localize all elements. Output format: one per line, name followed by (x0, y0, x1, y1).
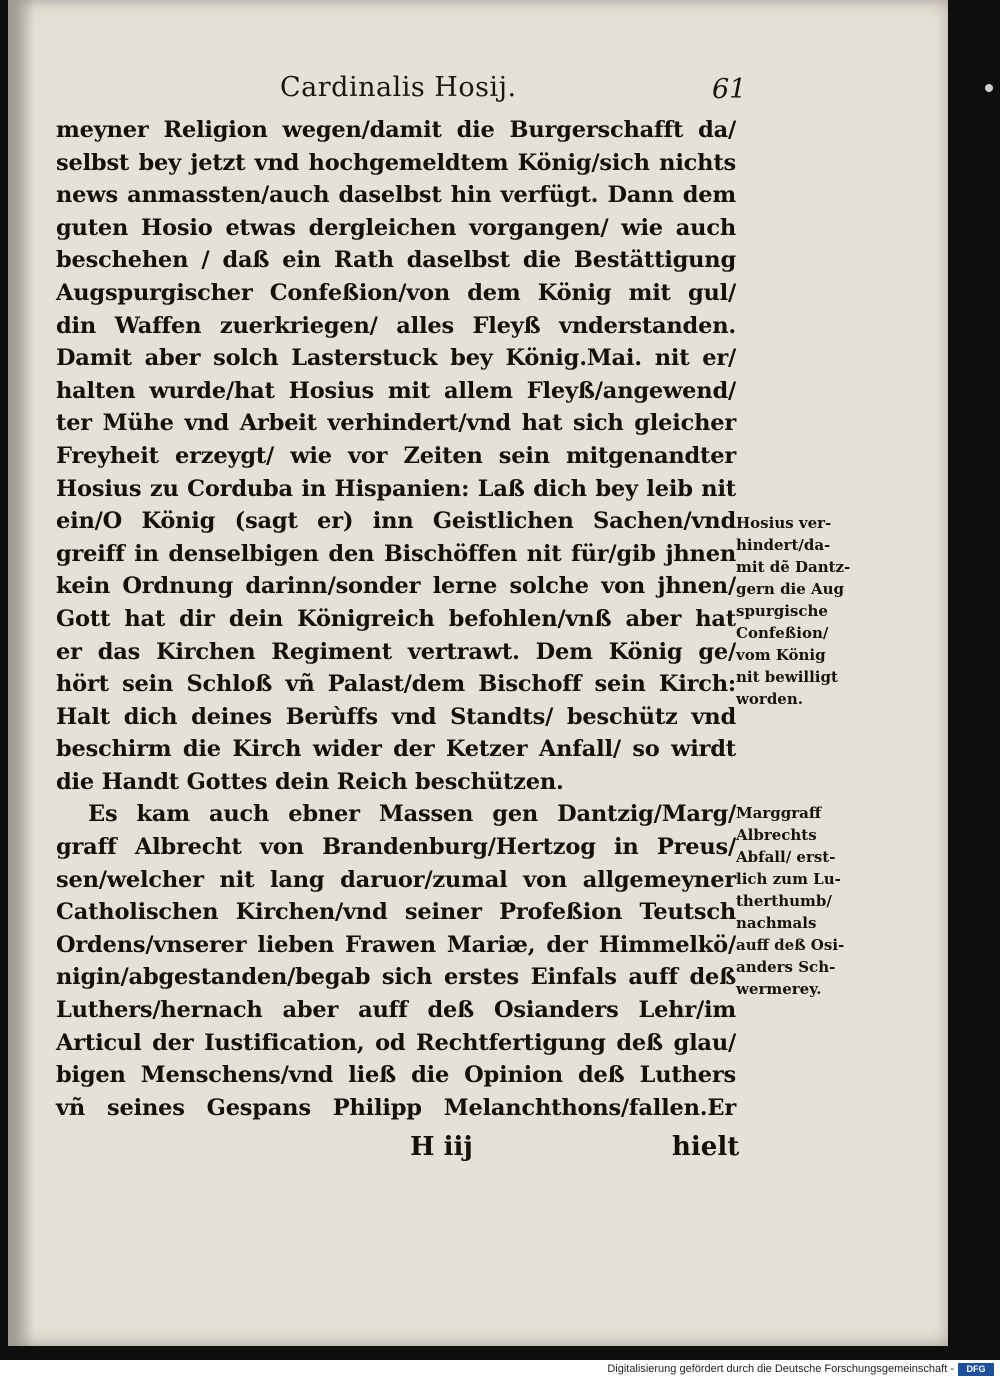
text-line: greiff in denselbigen den Bischöffen nit für/gib jhnen (56, 540, 736, 567)
page-number: 61 (712, 74, 747, 105)
text-line: die Handt Gottes dein Reich beschützen. (56, 768, 564, 795)
text-line: Ordens/vnserer lieben Frawen Mariæ, der Himmelkö/ (56, 931, 736, 958)
text-line: selbst bey jetzt vnd hochgemeldtem König/sich nichts (56, 149, 736, 176)
text-line: news anmassten/auch daselbst hin verfügt. Dann dem (56, 182, 736, 209)
text-line: ein/O König (sagt er) inn Geistlichen Sachen/vnd (56, 508, 736, 535)
margin-note-marggraff (736, 802, 848, 1000)
margin-note-line: gern die Aug (736, 580, 845, 598)
margin-note-line: anders Sch- (736, 958, 836, 976)
margin-note-line: therthumb/ (736, 892, 832, 910)
margin-note-line: Marggraff (736, 804, 822, 822)
page-header (8, 70, 948, 110)
margin-note-line: worden. (736, 690, 803, 708)
text-line: guten Hosio etwas dergleichen vorgangen/ wie auch (56, 214, 736, 241)
text-line: beschehen / daß ein Rath daselbst die Bestättigung (56, 247, 736, 274)
text-line: halten wurde/hat Hosius mit allem Fleyß/angewend/ (56, 377, 736, 404)
margin-note-line: mit dẽ Dantz- (736, 558, 851, 576)
page-footer (8, 1132, 948, 1172)
text-line: beschirm die Kirch wider der Ketzer Anfall/ so wirdt (56, 736, 736, 763)
margin-note-line: nit bewilligt (736, 668, 838, 686)
text-line: ter Mühe vnd Arbeit verhindert/vnd hat sich gleicher (56, 410, 736, 437)
text-line: Gott hat dir dein Königreich befohlen/vnß aber hat (56, 605, 736, 632)
margin-note-line: wermerey. (736, 980, 822, 998)
credit-text: Digitalisierung gefördert durch die Deutsche Forschungsgemeinschaft - (607, 1363, 954, 1375)
scan-marker-dot (985, 84, 993, 92)
dfg-logo: DFG (958, 1363, 994, 1376)
text-line: bigen Menschens/vnd ließ die Opinion deß Luthers (56, 1062, 736, 1089)
text-line: Articul der Iustification, od Rechtfertigung deß glau/ (56, 1029, 736, 1056)
text-line: din Waffen zuerkriegen/ alles Fleyß vnderstanden. (56, 312, 736, 339)
margin-note-line: hindert/da- (736, 536, 831, 554)
margin-note-line: Abfall/ erst- (736, 848, 836, 866)
margin-note-line: auff deß Osi- (736, 936, 845, 954)
signature-mark: H iij (410, 1132, 473, 1162)
text-line: er das Kirchen Regiment vertrawt. Dem König ge/ (56, 638, 736, 665)
text-line: nigin/abgestanden/begab sich erstes Einfals auff deß (56, 964, 736, 991)
text-line: graff Albrecht von Brandenburg/Hertzog in Preus/ (56, 834, 736, 861)
credit-bar (0, 1360, 1000, 1380)
text-line: hört sein Schloß vñ Palast/dem Bischoff sein Kirch: (56, 671, 736, 698)
margin-note-line: Albrechts (736, 826, 817, 844)
text-line: Luthers/hernach aber auff deß Osianders Lehr/im (56, 997, 736, 1024)
margin-note-line: lich zum Lu- (736, 870, 841, 888)
margin-note-line: Hosius ver- (736, 514, 832, 532)
margin-note-hosius (736, 512, 851, 710)
text-line: kein Ordnung darinn/sonder lerne solche von jhnen/ (56, 573, 736, 600)
text-line: Catholischen Kirchen/vnd seiner Profeßion Teutsch (56, 899, 736, 926)
text-line: Augspurgischer Confeßion/von dem König mit gul/ (56, 279, 736, 306)
body-text (56, 114, 736, 1124)
text-line: meyner Religion wegen/damit die Burgerschafft da/ (56, 117, 736, 143)
text-line: vñ seines Gespans Philipp Melanchthons/fallen.Er (56, 1094, 736, 1121)
text-line: Es kam auch ebner Massen gen Dantzig/Marg/ (88, 801, 736, 828)
margin-note-line: spurgische (736, 602, 828, 620)
book-page (8, 0, 948, 1346)
catchword: hielt (672, 1132, 740, 1162)
text-line: sen/welcher nit lang daruor/zumal von allgemeyner (56, 866, 736, 893)
text-line: Halt dich deines Berùffs vnd Standts/ beschütz vnd (56, 703, 736, 730)
text-line: Freyheit erzeygt/ wie vor Zeiten sein mitgenandter (56, 442, 736, 469)
margin-note-line: vom König (736, 646, 826, 664)
text-line: Damit aber solch Lasterstuck bey König.Mai. nit er/ (56, 345, 736, 372)
margin-note-line: Confeßion/ (736, 624, 829, 642)
margin-note-line: nachmals (736, 914, 817, 932)
running-title: Cardinalis Hosij. (280, 72, 517, 103)
text-line: Hosius zu Corduba in Hispanien: Laß dich bey leib nit (56, 475, 736, 502)
